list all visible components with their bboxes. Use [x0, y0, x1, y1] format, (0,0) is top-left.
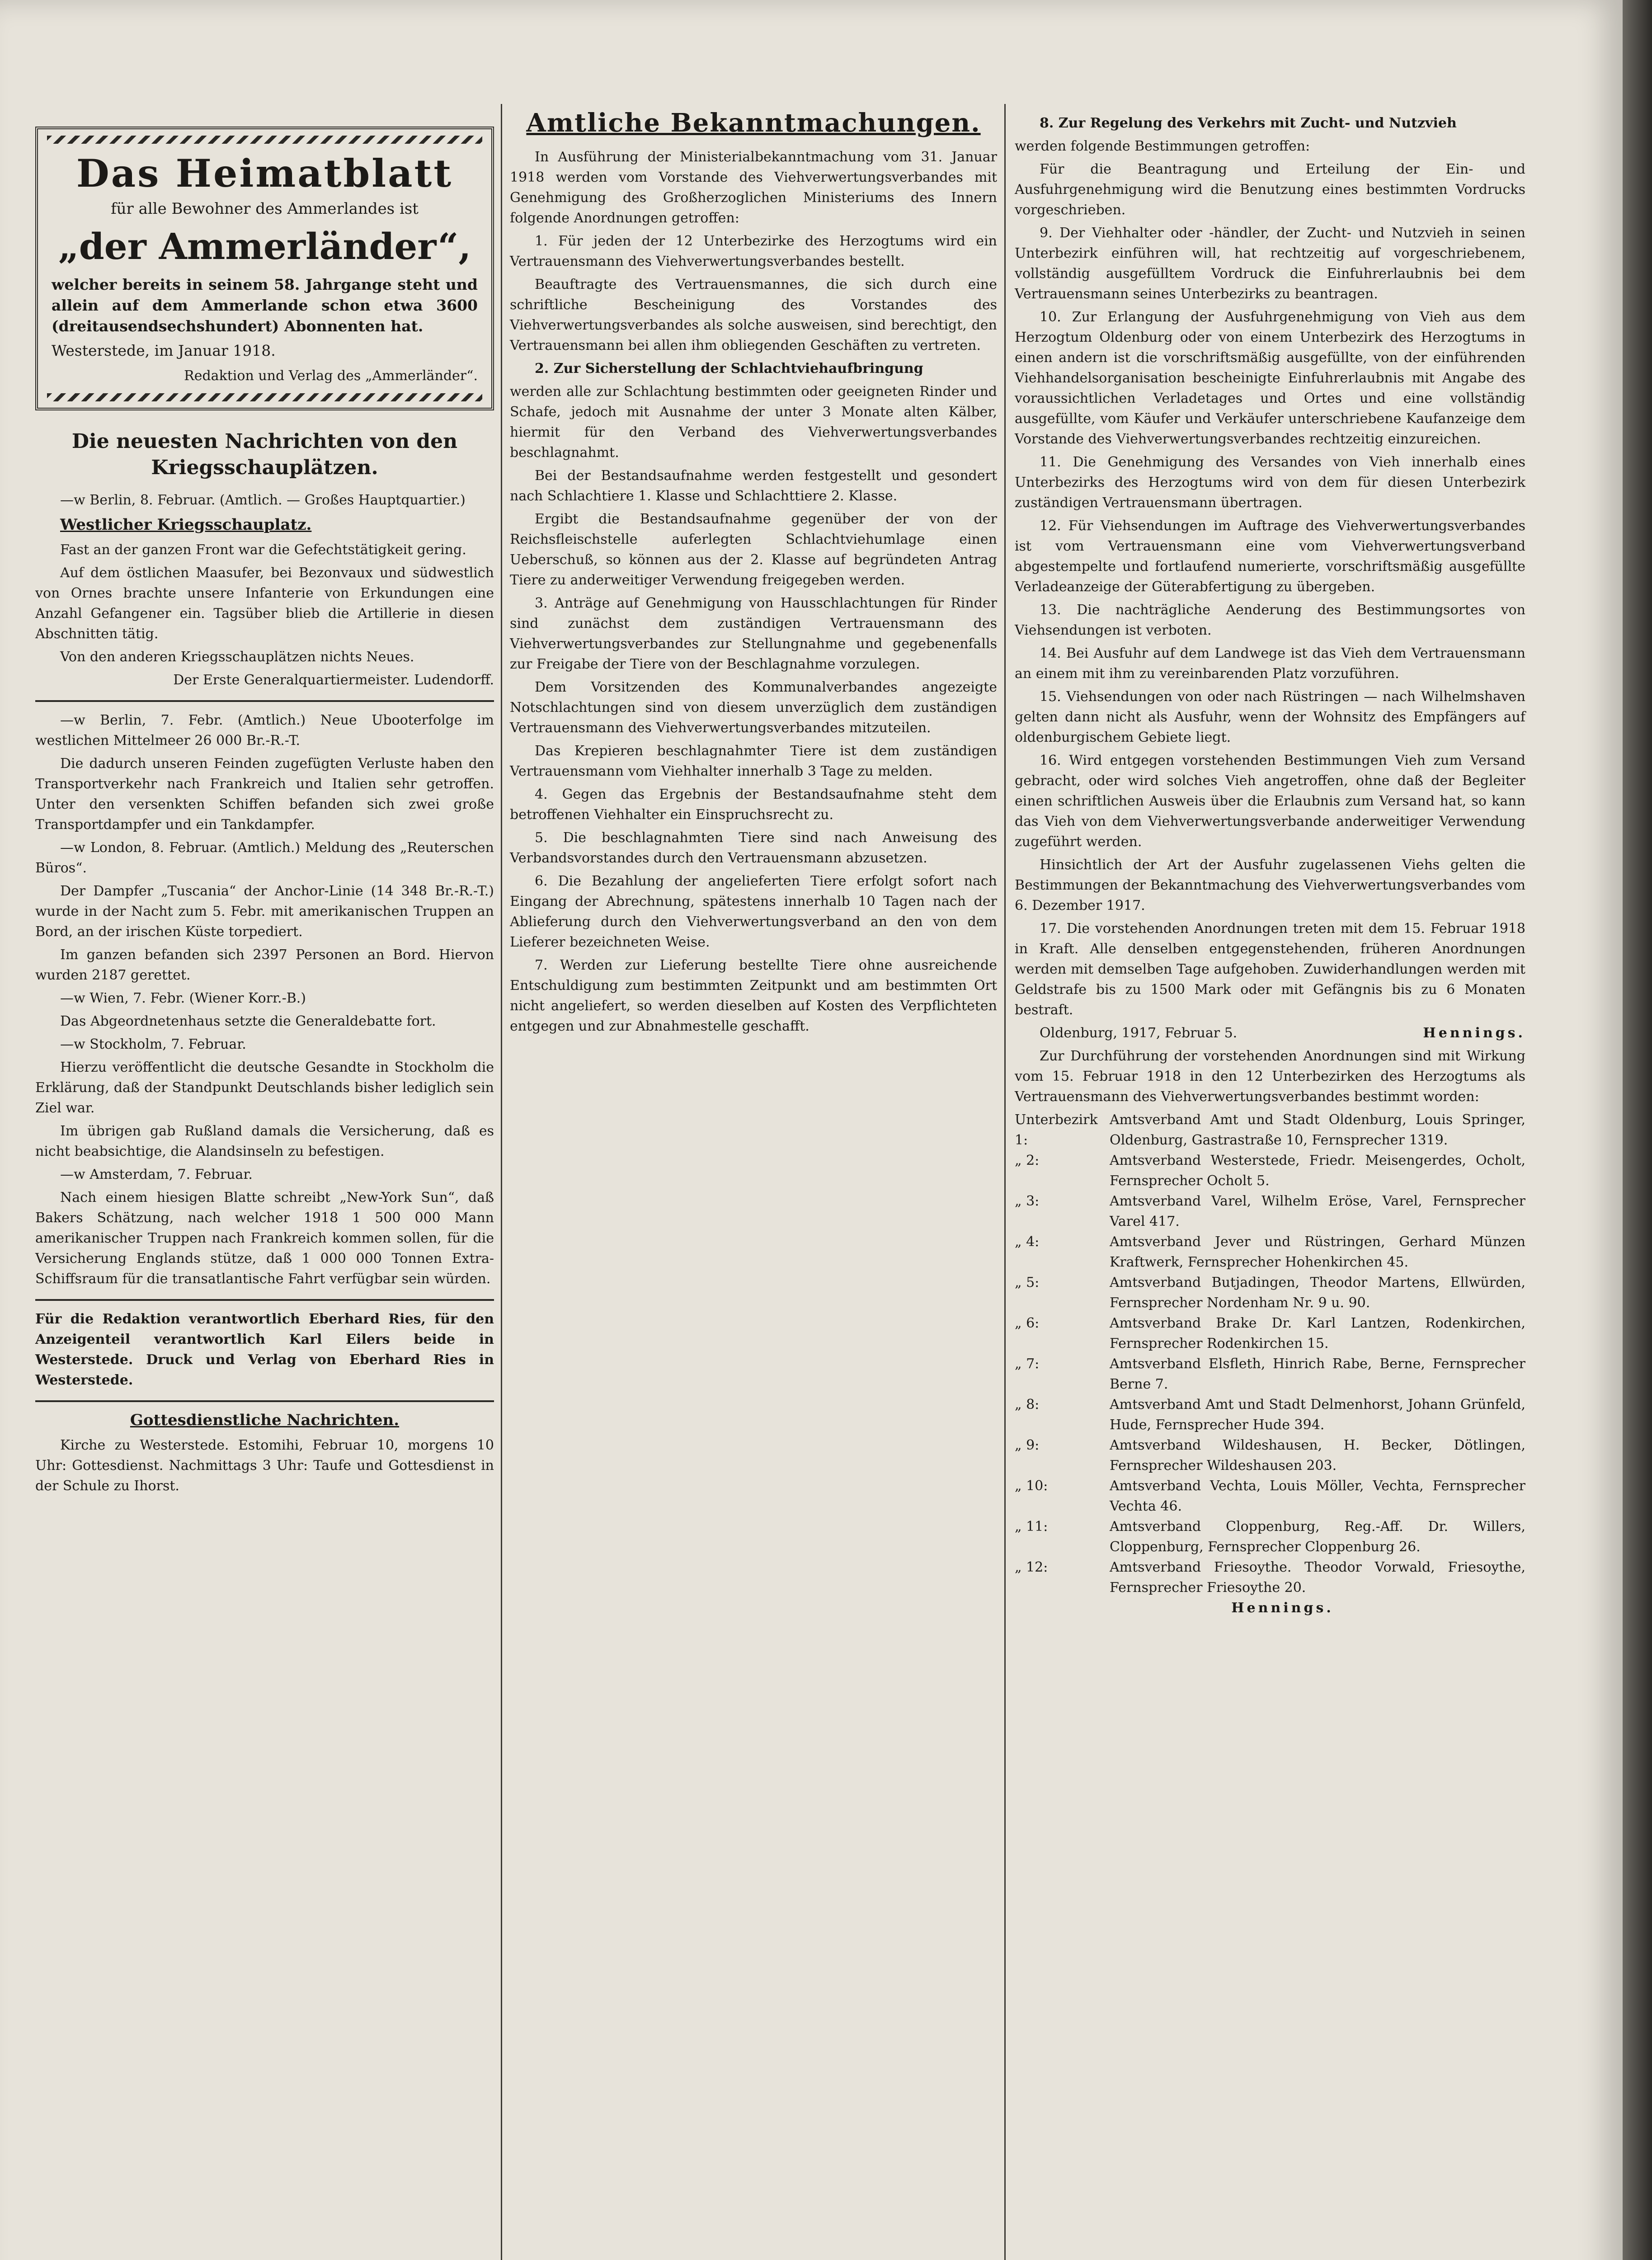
official-heading: Amtliche Bekanntmachungen.: [526, 108, 981, 138]
district-item: [1015, 1354, 1525, 1394]
official-paragraph: 4. Gegen das Ergebnis der Bestandsaufnahme steht dem betroffenen Viehhalter ein Einspruchsrecht zu.: [510, 786, 997, 823]
district-label: „ 2:: [1015, 1153, 1040, 1168]
district-text: Amtsverband Amt und Stadt Oldenburg, Louis Springer, Oldenburg, Gastrastraße 10, Fernsprecher 1319.: [1110, 1112, 1525, 1148]
regulation-paragraph: 13. Die nachträgliche Aenderung des Bestimmungsortes von Viehsendungen ist verboten.: [1015, 602, 1525, 638]
district-label: „ 8:: [1015, 1397, 1040, 1412]
district-label: „ 11:: [1015, 1519, 1048, 1535]
divider: [35, 1299, 494, 1301]
official-paragraph: Ergibt die Bestandsaufnahme gegenüber der von der Reichsfleischstelle auferlegten Schlachtviehumlage einen Ueberschuß, so können aus der 2. Klasse auf begründeten Antrag Tiere zu anderweitiger Verwendung freigegeben werden.: [510, 511, 997, 588]
district-text: Amtsverband Varel, Wilhelm Eröse, Varel, Fernsprecher Varel 417.: [1110, 1193, 1525, 1229]
official-paragraph: Bei der Bestandsaufnahme werden festgestellt und gesondert nach Schlachtiere 1. Klasse und Schlachttiere 2. Klasse.: [510, 468, 997, 504]
regulation-paragraph: 17. Die vorstehenden Anordnungen treten mit dem 15. Februar 1918 in Kraft. Alle denselben entgegenstehenden, früheren Anordnungen werden mit demselben Tage aufgehoben. Zuwiderhandlungen werden mit Geldstrafe bis zu 1500 Mark oder mit Gefängnis bis zu 6 Monaten bestraft.: [1015, 921, 1525, 1018]
district-item: [1015, 1394, 1525, 1435]
ornament-border: [47, 136, 482, 144]
official-paragraph: 7. Werden zur Lieferung bestellte Tiere ohne ausreichende Entschuldigung zum bestimmten Zeitpunkt und am bestimmten Ort nicht angeliefert, so werden dieselben auf Kosten des Verpflichteten entgegen und zur Abnahmestelle geschafft.: [510, 957, 997, 1034]
column-middle: [510, 108, 997, 1039]
war-news-heading: Die neuesten Nachrichten von den Kriegsschauplätzen.: [71, 430, 458, 479]
district-item: [1015, 1435, 1525, 1476]
ad-paper-name: „der Ammerländer“,: [58, 225, 471, 268]
dispatch-wien: Das Abgeordnetenhaus setzte die Generaldebatte fort.: [60, 1013, 436, 1029]
divider: [35, 1400, 494, 1402]
district-item: [1015, 1313, 1525, 1354]
regulation-paragraph: werden folgende Bestimmungen getroffen:: [1015, 138, 1310, 154]
regulation-lead: Zur Durchführung der vorstehenden Anordnungen sind mit Wirkung vom 15. Februar 1918 in den 12 Unterbezirken des Herzogtums als Vertrauensmann des Viehverwertungsverbandes bestimmt worden:: [1015, 1048, 1525, 1105]
district-item: [1015, 1476, 1525, 1516]
dispatch-amsterdam: Nach einem hiesigen Blatte schreibt „New-York Sun“, daß Bakers Schätzung, nach welcher 1918 1 500 000 Mann amerikanischer Truppen nach Frankreich kommen sollen, für die Versicherung Englands stütze, daß 1 000 000 Tonnen Extra-Schiffsraum für die transatlantische Fahrt verfügbar sein würden.: [35, 1190, 494, 1287]
district-text: Amtsverband Westerstede, Friedr. Meisengerdes, Ocholt, Fernsprecher Ocholt 5.: [1110, 1153, 1525, 1189]
regulation-paragraph: 14. Bei Ausfuhr auf dem Landwege ist das Vieh dem Vertrauensmann an einem mit ihm zu vereinbarenden Platz vorzuführen.: [1015, 645, 1525, 682]
dispatch-stockholm-head: —w Stockholm, 7. Februar.: [60, 1036, 246, 1052]
date-line: Oldenburg, 1917, Februar 5.: [1040, 1025, 1238, 1041]
dispatch-london-2: Im ganzen befanden sich 2397 Personen an Bord. Hiervon wurden 2187 gerettet.: [35, 947, 494, 983]
district-label: Unterbezirk 1:: [1015, 1112, 1098, 1148]
dispatch-london: Der Dampfer „Tuscania“ der Anchor-Linie (14 348 Br.-R.-T.) wurde in der Nacht zum 5. Febr. mit amerikanischen Truppen an Bord, an der irischen Küste torpediert.: [35, 883, 494, 940]
district-label: „ 12:: [1015, 1559, 1048, 1575]
official-paragraph: Das Krepieren beschlagnahmter Tiere ist dem zuständigen Vertrauensmann vom Viehhalter innerhalb 3 Tage zu melden.: [510, 743, 997, 779]
district-item: [1015, 1557, 1525, 1598]
regulation-paragraph: 10. Zur Erlangung der Ausfuhrgenehmigung von Vieh aus dem Herzogtum Oldenburg oder von einem Unterbezirk des Herzogtums in einen andern ist die vorschriftsmäßig ausgefüllte, von der einführenden Viehhandelsorganisation bescheinigte Einfuhrerlaubnis mit Angabe des voraussichtlichen Verladetages und Ortes und eine vollständig ausgefüllte, vom Käufer und Verkäufer unterschriebene Kaufanzeige dem Vorstande des Viehverwertungsverbandes rechtzeitig einzureichen.: [1015, 309, 1525, 447]
district-item: [1015, 1191, 1525, 1232]
date-signature-line: [1015, 1023, 1525, 1043]
district-text: Amtsverband Amt und Stadt Delmenhorst, Johann Grünfeld, Hude, Fernsprecher Hude 394.: [1110, 1397, 1525, 1433]
district-list: [1015, 1110, 1525, 1598]
district-text: Amtsverband Brake Dr. Karl Lantzen, Rodenkirchen, Fernsprecher Rodenkirchen 15.: [1110, 1315, 1525, 1351]
ad-title: Das Heimatblatt: [76, 151, 453, 196]
war-paragraph: Von den anderen Kriegsschauplätzen nichts Neues.: [60, 649, 414, 665]
church-text: Kirche zu Westerstede. Estomihi, Februar 10, morgens 10 Uhr: Gottesdienst. Nachmittags 3 Uhr: Taufe und Gottesdienst in der Schule zu Ihorst.: [35, 1437, 494, 1494]
dispatch-stockholm-2: Im übrigen gab Rußland damals die Versicherung, daß es nicht beabsichtige, die Alandsinseln zu befestigen.: [35, 1123, 494, 1159]
district-text: Amtsverband Vechta, Louis Möller, Vechta, Fernsprecher Vechta 46.: [1110, 1478, 1525, 1514]
district-label: „ 3:: [1015, 1193, 1040, 1209]
district-label: „ 9:: [1015, 1437, 1040, 1453]
official-paragraph: 6. Die Bezahlung der angelieferten Tiere erfolgt sofort nach Eingang der Abrechnung, spätestens innerhalb 10 Tagen nach der Ablieferung durch den Viehverwertungsverband an den von dem Lieferer bezeichneten Weise.: [510, 873, 997, 950]
regulation-subheading: 8. Zur Regelung des Verkehrs mit Zucht- und Nutzvieh: [1040, 115, 1457, 131]
official-paragraph: 5. Die beschlagnahmten Tiere sind nach Anweisung des Verbandsvorstandes durch den Vertrauensmann abzusetzen.: [510, 830, 997, 866]
column-rule: [501, 104, 502, 2260]
official-paragraph: 1. Für jeden der 12 Unterbezirke des Herzogtums wird ein Vertrauensmann des Viehverwertungsverbandes bestellt.: [510, 233, 997, 269]
church-heading: Gottesdienstliche Nachrichten.: [130, 1411, 400, 1429]
district-text: Amtsverband Jever und Rüstringen, Gerhard Münzen Kraftwerk, Fernsprecher Hohenkirchen 45.: [1110, 1234, 1525, 1270]
district-label: „ 4:: [1015, 1234, 1040, 1250]
western-front-heading: Westlicher Kriegsschauplatz.: [60, 516, 312, 534]
district-label: „ 6:: [1015, 1315, 1040, 1331]
column-right: [1015, 113, 1525, 1621]
district-label: „ 7:: [1015, 1356, 1040, 1372]
final-signature: Hennings.: [1231, 1600, 1334, 1616]
dispatch-amsterdam-head: —w Amsterdam, 7. Februar.: [60, 1167, 253, 1182]
district-text: Amtsverband Friesoythe. Theodor Vorwald, Friesoythe, Fernsprecher Friesoythe 20.: [1110, 1559, 1525, 1596]
district-item: [1015, 1110, 1525, 1150]
war-paragraph: Fast an der ganzen Front war die Gefechtstätigkeit gering.: [60, 542, 466, 558]
regulation-paragraph: 16. Wird entgegen vorstehenden Bestimmungen Vieh zum Versand gebracht, oder wird solches Vieh angetroffen, ohne daß der Begleiter einen schriftlichen Ausweis über die Erlaubnis zum Versand hat, so kann das Vieh von dem Viehverwertungsverbande anderweitiger Verwendung zugeführt werden.: [1015, 753, 1525, 850]
regulation-paragraph: 15. Viehsendungen von oder nach Rüstringen — nach Wilhelmshaven gelten dann nicht als Ausfuhr, wenn der Wohnsitz des Empfängers auf oldenburgischem Gebiete liegt.: [1015, 689, 1525, 745]
official-paragraph: werden alle zur Schlachtung bestimmten oder geeigneten Rinder und Schafe, jedoch mit Ausnahme der unter 3 Monate alten Kälber, hiermit für den Verband des Viehverwertungsverbandes beschlagnahmt.: [510, 384, 997, 461]
regulation-paragraph: 11. Die Genehmigung des Versandes von Vieh innerhalb eines Unterbezirks des Herzogtums wird von dem für diesen Unterbezirk zuständigen Vertrauensmann übertragen.: [1015, 454, 1525, 511]
divider: [35, 700, 494, 702]
dispatch-stockholm: Hierzu veröffentlicht die deutsche Gesandte in Stockholm die Erklärung, daß der Standpunkt Deutschlands bisher lediglich sein Ziel war.: [35, 1059, 494, 1116]
column-rule: [1004, 104, 1006, 2260]
regulation-paragraph: Für die Beantragung und Erteilung der Ein- und Ausfuhrgenehmigung wird die Benutzung eines bestimmten Vordrucks vorgeschrieben.: [1015, 161, 1525, 218]
district-item: [1015, 1272, 1525, 1313]
dispatch-berlin-8: —w Berlin, 8. Februar. (Amtlich. — Großes Hauptquartier.): [60, 492, 466, 508]
official-paragraph: Beauftragte des Vertrauensmannes, die sich durch eine schriftliche Bescheinigung des Vorstandes des Viehverwertungsverbandes als solche ausweisen, sind berechtigt, den Vertrauensmann bei allen ihm obliegenden Geschäften zu vertreten.: [510, 277, 997, 353]
regulation-paragraph: 12. Für Viehsendungen im Auftrage des Viehverwertungsverbandes ist vom Vertrauensmann eine vom Viehverwertungsverband abgestempelte und fortlaufend numerierte, vorschriftsmäßig ausgefüllte Verladeanzeige der Güterabfertigung zu übergeben.: [1015, 518, 1525, 595]
ad-signature: Redaktion und Verlag des „Ammerländer“.: [184, 368, 478, 384]
district-text: Amtsverband Wildeshausen, H. Becker, Dötlingen, Fernsprecher Wildeshausen 203.: [1110, 1437, 1525, 1474]
district-text: Amtsverband Butjadingen, Theodor Martens, Ellwürden, Fernsprecher Nordenham Nr. 9 u. 90.: [1110, 1275, 1525, 1311]
ornament-border: [47, 393, 482, 401]
district-label: „ 10:: [1015, 1478, 1048, 1494]
column-left: [35, 113, 494, 1499]
official-paragraph: 3. Anträge auf Genehmigung von Hausschlachtungen für Rinder sind zunächst dem zuständigen Vertrauensmann des Viehverwertungsverbandes zur Stellungnahme und gegebenenfalls zur Freigabe der Tiere von der Beschlagnahme vorzulegen.: [510, 595, 997, 672]
dispatch-berlin-7: Die dadurch unseren Feinden zugefügten Verluste haben den Transportverkehr nach Frankreich und Italien sehr getroffen. Unter den versenkten Schiffen befanden sich zwei große Transportdampfer und ein Tankdampfer.: [35, 756, 494, 833]
ad-date: Westerstede, im Januar 1918.: [52, 342, 276, 359]
official-subheading: 2. Zur Sicherstellung der Schlachtviehaufbringung: [535, 361, 923, 377]
official-paragraph: Dem Vorsitzenden des Kommunalverbandes angezeigte Notschlachtungen sind von diesem unverzüglich dem zuständigen Vertrauensmann des Viehverwertungsverbandes mitzuteilen.: [510, 679, 997, 736]
imprint: Für die Redaktion verantwortlich Eberhard Ries, für den Anzeigenteil verantwortlich Karl Eilers beide in Westerstede. Druck und Verlag von Eberhard Ries in Westerstede.: [35, 1311, 494, 1388]
district-label: „ 5:: [1015, 1275, 1040, 1290]
ad-subtitle: für alle Bewohner des Ammerlandes ist: [111, 200, 419, 218]
district-item: [1015, 1516, 1525, 1557]
ad-body: welcher bereits in seinem 58. Jahrgange steht und allein auf dem Ammerlande schon etwa 3600 (dreitausendsechshundert) Abonnenten hat.: [52, 276, 478, 335]
dispatch-london-head: —w London, 8. Februar. (Amtlich.) Meldung des „Reuterschen Büros“.: [35, 840, 494, 876]
dispatch-berlin-7-head: —w Berlin, 7. Febr. (Amtlich.) Neue Ubooterfolge im westlichen Mittelmeer 26 000 Br.-R.-T.: [35, 712, 494, 749]
signature: Hennings.: [1423, 1025, 1525, 1041]
district-item: [1015, 1232, 1525, 1272]
heimatblatt-ad: [35, 127, 494, 410]
official-intro: In Ausführung der Ministerialbekanntmachung vom 31. Januar 1918 werden vom Vorstande des Viehverwertungsverbandes mit Genehmigung des Großherzoglichen Ministeriums des Innern folgende Anordnungen getroffen:: [510, 149, 997, 226]
signature-ludendorff: Der Erste Generalquartiermeister. Ludendorff.: [173, 672, 494, 688]
regulation-paragraph: Hinsichtlich der Art der Ausfuhr zugelassenen Viehs gelten die Bestimmungen der Bekanntmachung des Viehverwertungsverbandes vom 6. Dezember 1917.: [1015, 857, 1525, 913]
regulation-paragraph: 9. Der Viehhalter oder -händler, der Zucht- und Nutzvieh in seinen Unterbezirk einführen will, hat rechtzeitig auf vorgeschriebenem, vollständig ausgefülltem Vordruck die Einfuhrerlaubnis bei dem Vertrauensmann seines Unterbezirks zu beantragen.: [1015, 225, 1525, 302]
dispatch-wien-head: —w Wien, 7. Febr. (Wiener Korr.-B.): [60, 990, 306, 1006]
district-text: Amtsverband Elsfleth, Hinrich Rabe, Berne, Fernsprecher Berne 7.: [1110, 1356, 1525, 1392]
district-item: [1015, 1150, 1525, 1191]
page-edge: [1623, 0, 1652, 2260]
district-text: Amtsverband Cloppenburg, Reg.-Aff. Dr. Willers, Cloppenburg, Fernsprecher Cloppenburg 26.: [1110, 1519, 1525, 1555]
war-paragraph: Auf dem östlichen Maasufer, bei Bezonvaux und südwestlich von Ornes brachte unsere Infanterie von Erkundungen eine Anzahl Gefangener ein. Tagsüber blieb die Artillerie in diesen Abschnitten tätig.: [35, 565, 494, 642]
